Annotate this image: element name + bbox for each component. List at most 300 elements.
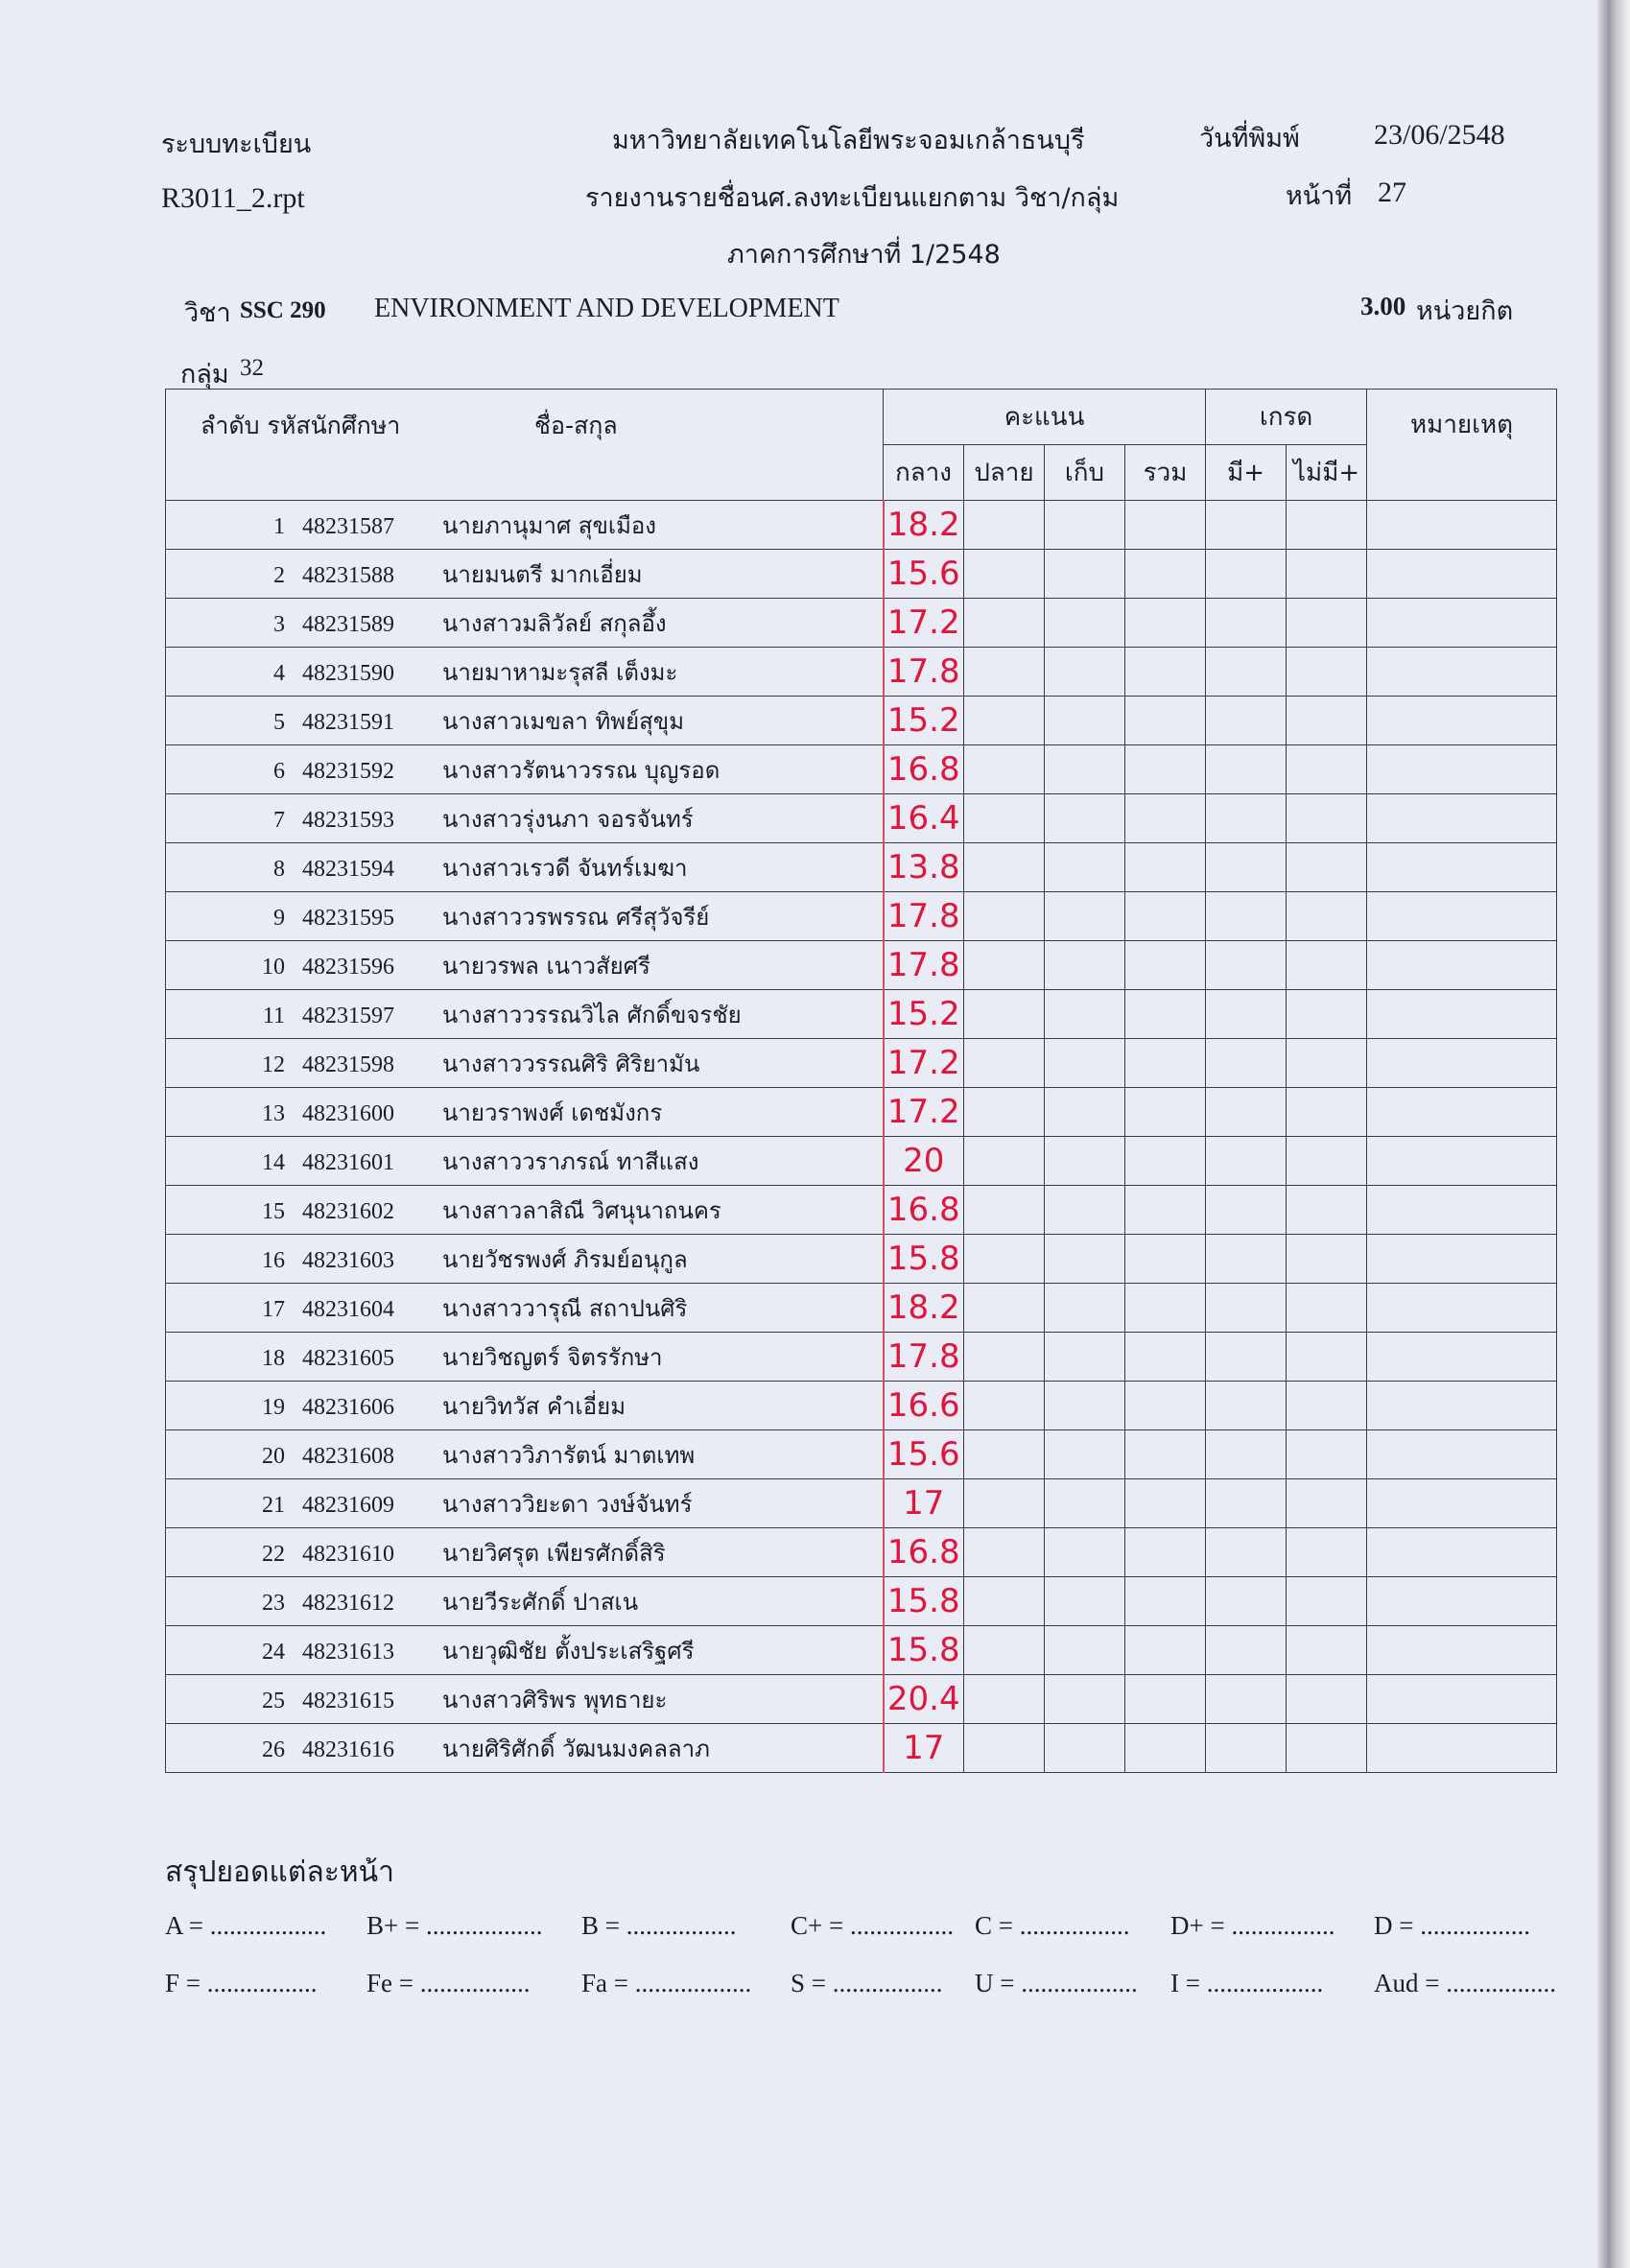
student-name: นายภานุมาศ สุขเมือง [442,511,657,539]
table-row [166,599,1557,648]
plus-grade-cell [1206,1675,1287,1724]
no-plus-grade-cell [1287,1333,1367,1382]
no-plus-header: ไม่มี+ [1287,445,1367,501]
remarks-cell [1367,648,1557,697]
row-number: 14 [262,1149,285,1175]
no-plus-grade-cell [1287,1137,1367,1186]
total-score-cell [1125,1235,1206,1284]
summary-title: สรุปยอดแต่ละหน้า [165,1855,394,1889]
table-row [166,1235,1557,1284]
student-info-cell [166,648,884,697]
midterm-score: 16.8 [884,1528,964,1577]
final-score-cell [964,1284,1045,1333]
row-number: 21 [262,1492,285,1518]
remarks-cell [1367,892,1557,941]
table-row [166,1528,1557,1577]
page-edge-shadow [1597,0,1630,2268]
student-name: นางสาววรพรรณ ศรีสุวัจรีย์ [442,903,710,931]
collected-score-cell [1045,892,1125,941]
collected-score-cell [1045,1088,1125,1137]
collected-score-cell [1045,599,1125,648]
midterm-score: 17.2 [884,1039,964,1088]
group-label: กลุ่ม [180,360,229,390]
student-info-cell [166,1675,884,1724]
credits-label: หน่วยกิต [1416,296,1514,326]
group-number: 32 [240,355,264,381]
no-plus-grade-cell [1287,1724,1367,1773]
grade-count-field: B+ = .................. [366,1911,543,1940]
midterm-score: 18.2 [884,1284,964,1333]
remarks-cell [1367,550,1557,599]
student-id: 48231606 [302,1394,394,1420]
student-name: นางสาวเมขลา ทิพย์สุขุม [442,707,685,735]
table-row [166,1284,1557,1333]
remarks-cell [1367,990,1557,1039]
total-header: รวม [1125,445,1206,501]
grade-count-field: C = ................. [975,1911,1130,1940]
remarks-cell [1367,1675,1557,1724]
table-row [166,648,1557,697]
total-score-cell [1125,892,1206,941]
page-number: 27 [1378,177,1406,208]
table-row [166,745,1557,794]
final-score-cell [964,1088,1045,1137]
no-plus-grade-cell [1287,1186,1367,1235]
midterm-score: 15.2 [884,697,964,745]
no-plus-grade-cell [1287,1675,1367,1724]
final-score-cell [964,550,1045,599]
remarks-cell [1367,794,1557,843]
student-name: นายวีระศักดิ์ ปาสเน [442,1588,639,1616]
row-number: 9 [273,905,285,931]
plus-grade-cell [1206,745,1287,794]
course-label: วิชา [184,298,231,328]
remarks-cell [1367,1479,1557,1528]
remarks-cell [1367,1528,1557,1577]
total-score-cell [1125,1528,1206,1577]
final-score-cell [964,1577,1045,1626]
row-number: 17 [262,1296,285,1322]
student-name: นางสาววิภารัตน์ มาตเทพ [442,1441,696,1469]
student-name: นายวิทวัส คำเอี่ยม [442,1392,626,1420]
total-score-cell [1125,843,1206,892]
midterm-score: 15.2 [884,990,964,1039]
collected-score-cell [1045,648,1125,697]
remarks-cell [1367,1039,1557,1088]
table-row [166,1186,1557,1235]
collected-score-cell [1045,1430,1125,1479]
remarks-cell [1367,745,1557,794]
student-info-cell [166,1235,884,1284]
total-score-cell [1125,1039,1206,1088]
midterm-score: 16.6 [884,1382,964,1430]
table-row [166,1675,1557,1724]
student-name: นางสาวมลิวัลย์ สกุลอึ้ง [442,609,667,637]
student-name: นายวัชรพงศ์ ภิรมย์อนุกูล [442,1245,688,1273]
final-score-cell [964,1479,1045,1528]
student-name: นางสาวศิริพร พุทธายะ [442,1686,668,1713]
student-id: 48231602 [302,1198,394,1224]
midterm-score: 17.8 [884,892,964,941]
student-id: 48231603 [302,1247,394,1273]
final-score-cell [964,941,1045,990]
table-row [166,1430,1557,1479]
table-row [166,1382,1557,1430]
student-id: 48231598 [302,1051,394,1077]
remarks-cell [1367,599,1557,648]
student-info-cell [166,941,884,990]
info-header [166,390,884,501]
plus-header: มี+ [1206,445,1287,501]
total-score-cell [1125,648,1206,697]
final-score-cell [964,1430,1045,1479]
student-info-cell [166,794,884,843]
no-plus-grade-cell [1287,1382,1367,1430]
row-number: 12 [262,1051,285,1077]
row-number: 4 [273,660,285,686]
grade-count-field: D = ................. [1374,1911,1530,1940]
remarks-cell [1367,843,1557,892]
row-number: 5 [273,709,285,735]
collected-score-cell [1045,1577,1125,1626]
row-number: 10 [262,954,285,980]
midterm-score: 17.2 [884,1088,964,1137]
row-number: 11 [262,1003,285,1028]
name-header: ชื่อ-สกุล [534,412,618,439]
midterm-score: 15.8 [884,1235,964,1284]
midterm-score: 17.8 [884,1333,964,1382]
student-id: 48231587 [302,513,394,539]
table-row [166,1479,1557,1528]
plus-grade-cell [1206,1626,1287,1675]
student-info-cell [166,1382,884,1430]
no-plus-grade-cell [1287,648,1367,697]
remarks-header: หมายเหตุ [1367,390,1557,501]
no-plus-grade-cell [1287,550,1367,599]
student-name: นางสาววรรณวิไล ศักดิ์ขจรชัย [442,1001,742,1028]
student-name: นายมาหามะรุสลี เต็งมะ [442,658,678,686]
midterm-score: 15.8 [884,1626,964,1675]
grade-count-field: Fa = .................. [581,1969,752,1997]
row-number: 18 [262,1345,285,1371]
student-info-cell [166,1577,884,1626]
student-info-cell [166,1479,884,1528]
collected-score-cell [1045,843,1125,892]
student-name: นางสาวเรวดี จันทร์เมฆา [442,854,688,882]
remarks-cell [1367,1430,1557,1479]
collected-score-cell [1045,941,1125,990]
grade-count-field: B = ................. [581,1911,737,1940]
collected-score-cell [1045,1284,1125,1333]
final-score-cell [964,1528,1045,1577]
plus-grade-cell [1206,550,1287,599]
student-id: 48231604 [302,1296,394,1322]
collected-score-cell [1045,697,1125,745]
student-name: นายวุฒิชัย ตั้งประเสริฐศรี [442,1637,695,1665]
final-score-cell [964,1382,1045,1430]
final-score-cell [964,745,1045,794]
table-row [166,1039,1557,1088]
plus-grade-cell [1206,843,1287,892]
plus-grade-cell [1206,501,1287,550]
final-score-cell [964,794,1045,843]
report-title: รายงานรายชื่อนศ.ลงทะเบียนแยกตาม วิชา/กลุ่ม [585,183,1120,213]
final-score-cell [964,1186,1045,1235]
remarks-cell [1367,1577,1557,1626]
student-info-cell [166,990,884,1039]
collected-score-cell [1045,1382,1125,1430]
midterm-score: 16.8 [884,1186,964,1235]
table-row [166,1137,1557,1186]
student-info-cell [166,745,884,794]
collected-header: เก็บ [1045,445,1125,501]
student-info-cell [166,1186,884,1235]
total-score-cell [1125,1675,1206,1724]
student-info-cell [166,892,884,941]
total-score-cell [1125,1088,1206,1137]
student-name: นางสาวลาสิณี วิศนุนาถนคร [442,1196,721,1224]
plus-grade-cell [1206,990,1287,1039]
total-score-cell [1125,501,1206,550]
total-score-cell [1125,1333,1206,1382]
student-id: 48231589 [302,611,394,637]
student-id: 48231613 [302,1639,394,1665]
grade-count-field: D+ = ................ [1170,1911,1335,1940]
row-number: 24 [262,1639,285,1665]
grade-count-field: Fe = ................. [366,1969,531,1997]
final-score-cell [964,1333,1045,1382]
plus-grade-cell [1206,1430,1287,1479]
midterm-score: 17 [884,1724,964,1773]
collected-score-cell [1045,1137,1125,1186]
plus-grade-cell [1206,697,1287,745]
no-plus-grade-cell [1287,843,1367,892]
student-id: 48231588 [302,562,394,588]
grade-count-field: F = ................. [165,1969,318,1997]
total-score-cell [1125,745,1206,794]
plus-grade-cell [1206,1724,1287,1773]
midterm-score: 20.4 [884,1675,964,1724]
remarks-cell [1367,941,1557,990]
no-plus-grade-cell [1287,892,1367,941]
collected-score-cell [1045,501,1125,550]
system-name: ระบบทะเบียน [161,130,312,159]
final-score-cell [964,892,1045,941]
no-plus-grade-cell [1287,1235,1367,1284]
table-row [166,843,1557,892]
student-info-cell [166,1137,884,1186]
total-score-cell [1125,1186,1206,1235]
student-info-cell [166,501,884,550]
student-id: 48231591 [302,709,394,735]
student-name: นางสาววารุณี สถาปนศิริ [442,1294,688,1322]
student-name: นายวิชญตร์ จิตรรักษา [442,1343,663,1371]
table-row [166,1088,1557,1137]
remarks-cell [1367,1137,1557,1186]
student-name: นางสาววราภรณ์ ทาสีแสง [442,1147,699,1175]
table-row [166,697,1557,745]
final-score-cell [964,1675,1045,1724]
student-info-cell [166,843,884,892]
table-row [166,501,1557,550]
remarks-cell [1367,1088,1557,1137]
course-name: ENVIRONMENT AND DEVELOPMENT [374,294,839,323]
total-score-cell [1125,697,1206,745]
page-label: หน้าที่ [1286,181,1353,211]
student-name: นายวราพงศ์ เดชมังกร [442,1099,663,1126]
student-id: 48231593 [302,807,394,833]
final-score-cell [964,501,1045,550]
total-score-cell [1125,990,1206,1039]
plus-grade-cell [1206,941,1287,990]
total-score-cell [1125,550,1206,599]
row-number: 2 [273,562,285,588]
student-info-cell [166,1284,884,1333]
collected-score-cell [1045,1528,1125,1577]
final-score-cell [964,697,1045,745]
student-info-cell [166,697,884,745]
student-info-cell [166,1724,884,1773]
final-header: ปลาย [964,445,1045,501]
no-plus-grade-cell [1287,697,1367,745]
no-plus-grade-cell [1287,745,1367,794]
student-id: 48231592 [302,758,394,784]
no-plus-grade-cell [1287,1626,1367,1675]
student-id: 48231597 [302,1003,394,1028]
midterm-score: 17 [884,1479,964,1528]
row-number: 7 [273,807,285,833]
total-score-cell [1125,1626,1206,1675]
collected-score-cell [1045,1724,1125,1773]
no-plus-grade-cell [1287,1088,1367,1137]
row-number: 23 [262,1590,285,1616]
student-name: นายวิศรุต เพียรศักดิ์สิริ [442,1539,666,1567]
remarks-cell [1367,1626,1557,1675]
total-score-cell [1125,1724,1206,1773]
total-score-cell [1125,1137,1206,1186]
student-name: นางสาววิยะดา วงษ์จันทร์ [442,1490,693,1518]
table-row [166,990,1557,1039]
midterm-score: 16.4 [884,794,964,843]
collected-score-cell [1045,1333,1125,1382]
grade-count-field: C+ = ................ [791,1911,954,1940]
row-number: 20 [262,1443,285,1469]
student-info-cell [166,1626,884,1675]
scores-header: คะแนน [884,390,1206,445]
student-name: นายวรพล เนาวสัยศรี [442,952,650,980]
row-number: 3 [273,611,285,637]
table-row [166,1577,1557,1626]
final-score-cell [964,648,1045,697]
no-id-header: ลำดับ รหัสนักศึกษา [201,412,401,439]
table-row [166,941,1557,990]
plus-grade-cell [1206,1528,1287,1577]
grade-header: เกรด [1206,390,1367,445]
final-score-cell [964,1626,1045,1675]
plus-grade-cell [1206,1577,1287,1626]
report-file: R3011_2.rpt [161,182,305,214]
table-row [166,1333,1557,1382]
row-number: 6 [273,758,285,784]
grade-count-field: S = ................. [791,1969,943,1997]
student-id: 48231590 [302,660,394,686]
plus-grade-cell [1206,1137,1287,1186]
plus-grade-cell [1206,892,1287,941]
no-plus-grade-cell [1287,1430,1367,1479]
collected-score-cell [1045,1186,1125,1235]
collected-score-cell [1045,745,1125,794]
remarks-cell [1367,1382,1557,1430]
plus-grade-cell [1206,1479,1287,1528]
collected-score-cell [1045,550,1125,599]
row-number: 1 [273,513,285,539]
plus-grade-cell [1206,1382,1287,1430]
collected-score-cell [1045,1479,1125,1528]
student-id: 48231608 [302,1443,394,1469]
student-info-cell [166,550,884,599]
row-number: 15 [262,1198,285,1224]
course-code: SSC 290 [240,297,326,323]
plus-grade-cell [1206,1284,1287,1333]
remarks-cell [1367,1333,1557,1382]
remarks-cell [1367,1724,1557,1773]
midterm-score: 15.6 [884,1430,964,1479]
remarks-cell [1367,501,1557,550]
midterm-score: 17.2 [884,599,964,648]
no-plus-grade-cell [1287,1577,1367,1626]
final-score-cell [964,1039,1045,1088]
table-row [166,794,1557,843]
row-number: 19 [262,1394,285,1420]
total-score-cell [1125,1479,1206,1528]
plus-grade-cell [1206,1088,1287,1137]
no-plus-grade-cell [1287,1479,1367,1528]
student-name: นางสาวรุ่งนภา จอรจันทร์ [442,805,694,833]
collected-score-cell [1045,1039,1125,1088]
no-plus-grade-cell [1287,941,1367,990]
course-credits: 3.00 [1360,292,1406,320]
row-number: 22 [262,1541,285,1567]
no-plus-grade-cell [1287,501,1367,550]
student-table [165,389,1557,1773]
midterm-score: 15.6 [884,550,964,599]
remarks-cell [1367,697,1557,745]
collected-score-cell [1045,1626,1125,1675]
student-name: นางสาวรัตนาวรรณ บุญรอด [442,756,721,784]
midterm-score: 16.8 [884,745,964,794]
table-row [166,550,1557,599]
student-id: 48231595 [302,905,394,931]
row-number: 25 [262,1688,285,1713]
university-name: มหาวิทยาลัยเทคโนโลยีพระจอมเกล้าธนบุรี [612,126,1085,155]
plus-grade-cell [1206,1186,1287,1235]
student-id: 48231612 [302,1590,394,1616]
plus-grade-cell [1206,599,1287,648]
midterm-score: 17.8 [884,941,964,990]
no-plus-grade-cell [1287,1528,1367,1577]
no-plus-grade-cell [1287,1284,1367,1333]
collected-score-cell [1045,990,1125,1039]
remarks-cell [1367,1186,1557,1235]
table-row [166,1724,1557,1773]
no-plus-grade-cell [1287,990,1367,1039]
grade-count-field: Aud = ................. [1374,1969,1556,1997]
student-name: นางสาววรรณศิริ ศิริยามัน [442,1050,700,1077]
midterm-header: กลาง [884,445,964,501]
total-score-cell [1125,941,1206,990]
plus-grade-cell [1206,1235,1287,1284]
final-score-cell [964,843,1045,892]
